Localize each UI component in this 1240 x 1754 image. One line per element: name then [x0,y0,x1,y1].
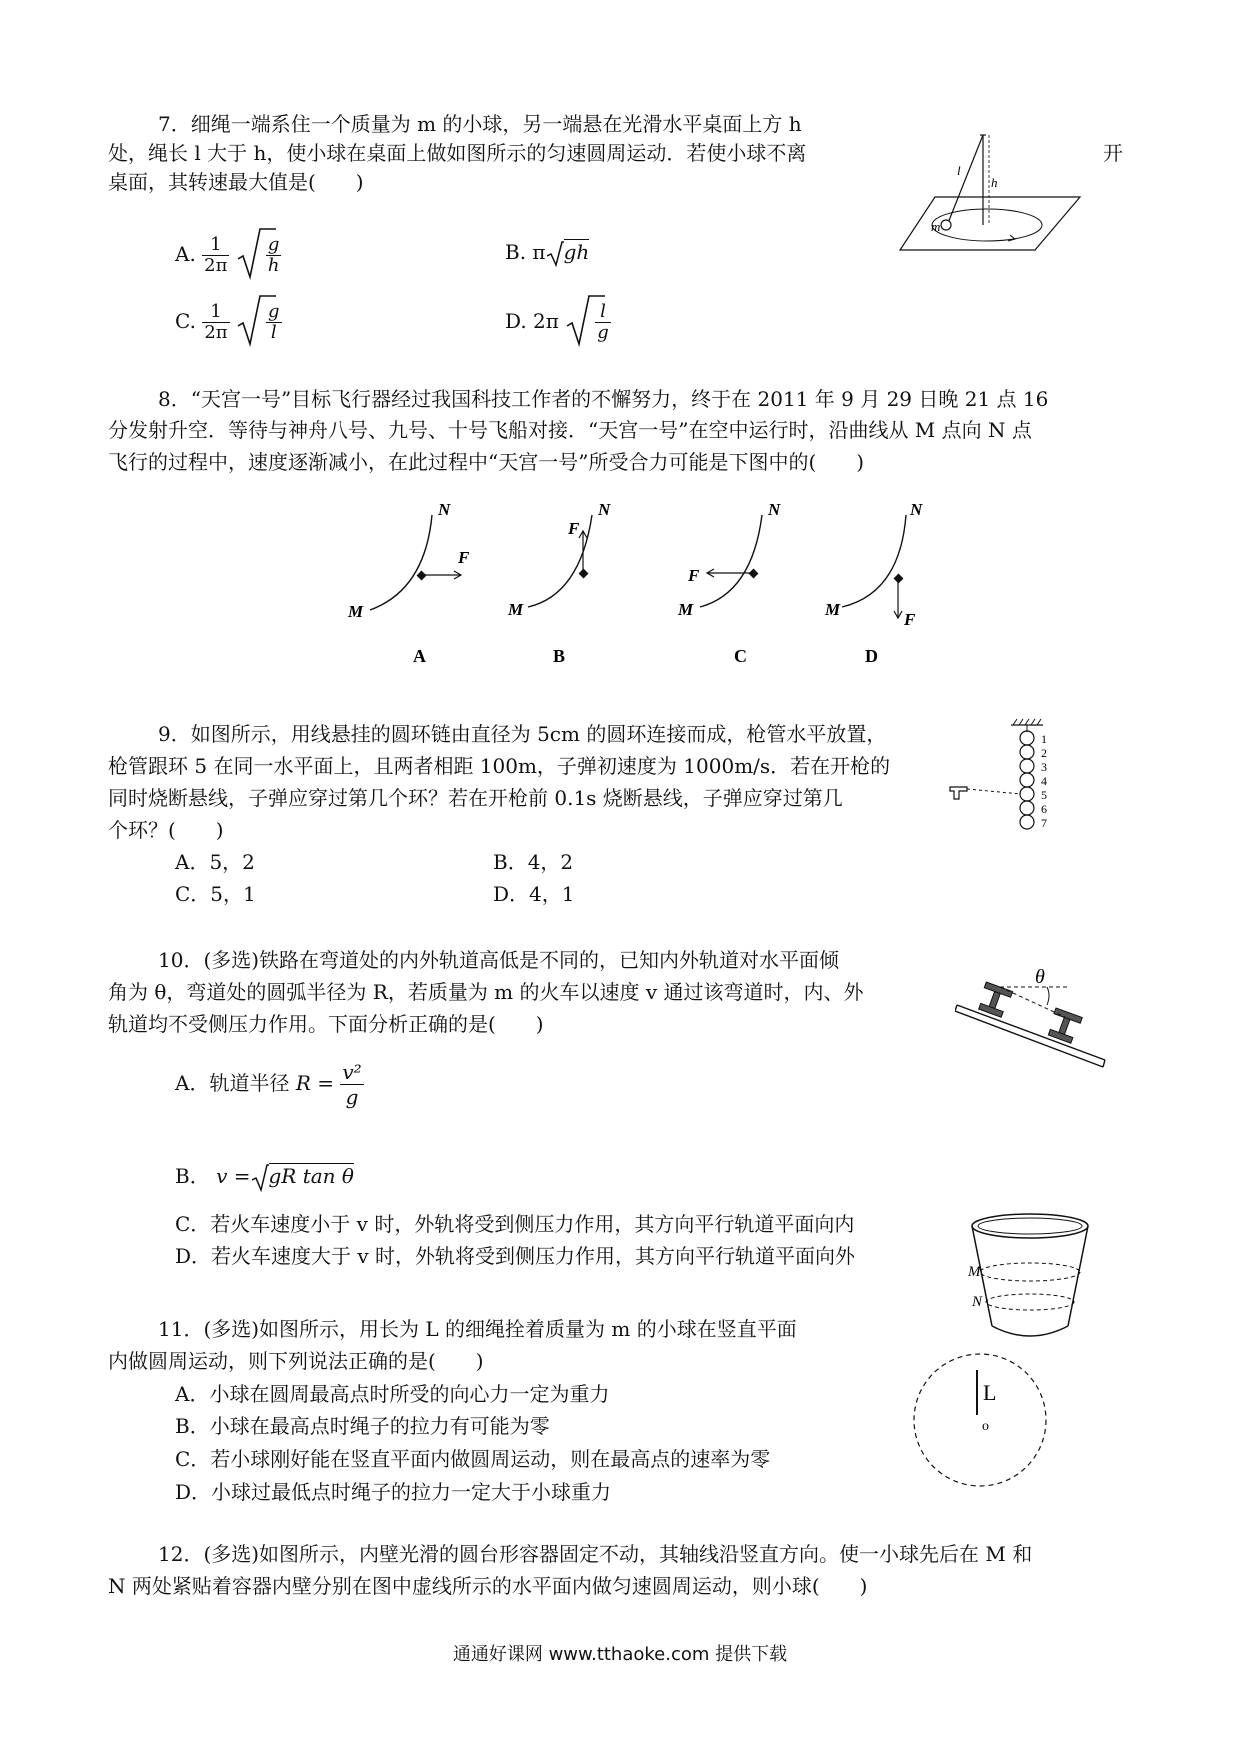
svg-text:N: N [972,1294,983,1310]
q12-figure [960,1208,1100,1348]
q7-option-d: D. 2π $\frac{l}{g}$ [505,292,611,353]
q9-option-d: D．4，1 [493,882,575,906]
q7-figure [895,125,1085,255]
svg-text:M: M [968,1264,981,1280]
q8-figure-d [820,495,950,665]
svg-text:4: 4 [1041,774,1047,788]
svg-text:M: M [348,602,364,621]
q11-line2: 内做圆周运动，则下列说法正确的是( ) [108,1349,484,1373]
q12-line2: N 两处紧贴着容器内壁分别在图中虚线所示的水平面内做匀速圆周运动，则小球( ) [108,1574,868,1598]
svg-text:F: F [458,548,470,567]
q7-line1: 7．细绳一端系住一个质量为 m 的小球，另一端悬在光滑水平桌面上方 h [158,112,802,136]
svg-text:N: N [768,500,781,519]
q9-option-a: A．5，2 [175,850,255,874]
svg-text:m: m [931,219,941,234]
svg-text:B: B [553,646,566,665]
q11-option-d: D．小球过最低点时绳子的拉力一定大于小球重力 [175,1480,612,1504]
svg-text:o: o [982,1419,989,1434]
svg-text:M: M [508,600,524,619]
svg-text:N: N [438,500,451,519]
q9-line3: 同时烧断悬线，子弹应穿过第几个环？若在开枪前 0.1s 烧断悬线，子弹应穿过第几 [108,786,843,810]
q10-option-d: D．若火车速度大于 v 时，外轨将受到侧压力作用，其方向平行轨道平面向外 [175,1244,856,1268]
svg-text:θ: θ [1035,966,1045,988]
q7-option-a: A. $\frac{1}{2\pi}$ $\frac{g}{h}$ [175,225,281,286]
q8-line2: 分发射升空．等待与神舟八号、九号、十号飞船对接．“天宫一号”在空中运行时，沿曲线从 M 点向 N 点 [108,418,1032,442]
q11-option-a: A．小球在圆周最高点时所受的向心力一定为重力 [175,1382,610,1406]
svg-text:M: M [678,600,694,619]
svg-text:N: N [910,500,923,519]
q9-option-c: C．5，1 [175,882,256,906]
svg-text:h: h [991,175,998,190]
q12-line1: 12．(多选)如图所示，内壁光滑的圆台形容器固定不动，其轴线沿竖直方向。使一小球先后在 M 和 [158,1542,1033,1566]
q10-line3: 轨道均不受侧压力作用。下面分析正确的是( ) [108,1012,544,1036]
q10-line2: 角为 θ，弯道处的圆弧半径为 R，若质量为 m 的火车以速度 v 通过该弯道时，内、外 [108,980,864,1004]
q9-line4: 个环？( ) [108,818,224,842]
svg-text:6: 6 [1041,802,1047,816]
svg-text:2: 2 [1041,746,1047,760]
q8-figure-a [340,495,480,665]
svg-text:3: 3 [1041,760,1047,774]
sqrt-sign [251,1164,269,1192]
q9-figure [945,715,1075,875]
svg-text:C: C [734,646,747,665]
q7-line2: 处，绳长 l 大于 h，使小球在桌面上做如图所示的匀速圆周运动．若使小球不离 [108,141,807,165]
svg-text:M: M [825,600,841,619]
svg-text:F: F [688,566,700,585]
q10-option-c: C．若火车速度小于 v 时，外轨将受到侧压力作用，其方向平行轨道平面向内 [175,1212,855,1236]
svg-text:L: L [983,1380,997,1405]
q8-figure-b [500,495,630,665]
q10-option-a: A．轨道半径 R = $\frac{\text{v²}}{g}$ [175,1060,362,1109]
q10-line1: 10．(多选)铁路在弯道处的内外轨道高低是不同的，已知内外轨道对水平面倾 [158,948,840,972]
svg-text:F: F [904,610,916,629]
q10-option-b: B． v = gR tan θ [175,1160,354,1192]
svg-text:l: l [957,163,961,178]
svg-text:A: A [413,646,426,665]
svg-text:D: D [865,646,878,665]
q11-line1: 11．(多选)如图所示，用长为 L 的细绳拴着质量为 m 的小球在竖直平面 [158,1317,797,1341]
svg-text:F: F [568,519,580,538]
q9-line2: 枪管跟环 5 在同一水平面上，且两者相距 100m，子弹初速度为 1000m/s．若在开枪的 [108,754,891,778]
q7-line2-end: 开 [1103,141,1123,165]
q7-option-c: C. $\frac{1}{2\pi}$ $\frac{g}{l}$ [175,292,282,353]
q7-line3: 桌面，其转速最大值是( ) [108,170,364,194]
q8-line1: 8．“天宫一号”目标飞行器经过我国科技工作者的不懈努力，终于在 2011 年 9 月 29 日晚 21 点 16 [158,387,1049,411]
svg-text:N: N [598,500,611,519]
svg-text:7: 7 [1041,816,1047,830]
sqrt-sign [546,241,564,267]
q10-figure [955,965,1115,1075]
svg-text:5: 5 [1041,788,1047,802]
svg-text:1: 1 [1041,732,1047,746]
q9-option-b: B．4，2 [493,850,574,874]
page-footer: 通通好课网 www.tthaoke.com 提供下载 [452,1644,788,1665]
q9-line1: 9．如图所示，用线悬挂的圆环链由直径为 5cm 的圆环连接而成，枪管水平放置， [158,722,887,746]
q11-figure [905,1345,1055,1495]
q7-option-b: B. π gh [505,240,589,267]
q11-option-b: B．小球在最高点时绳子的拉力有可能为零 [175,1414,550,1438]
q8-figure-c [670,495,810,665]
q8-line3: 飞行的过程中，速度逐渐减小，在此过程中“天宫一号”所受合力可能是下图中的( ) [108,450,865,474]
sqrt-sign [236,225,276,281]
q11-option-c: C．若小球刚好能在竖直平面内做圆周运动，则在最高点的速率为零 [175,1447,771,1471]
